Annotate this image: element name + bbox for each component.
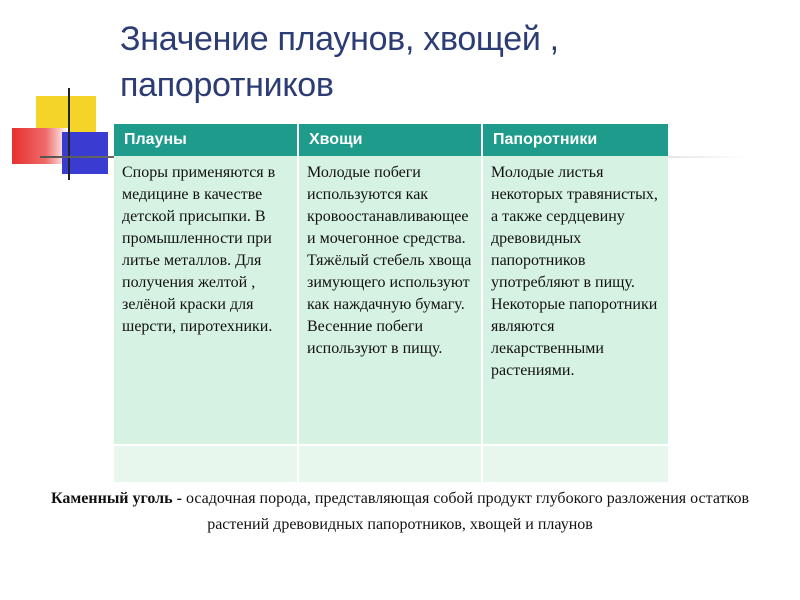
coal-term: Каменный уголь - — [50, 490, 182, 507]
table-row — [114, 156, 668, 445]
empty-cell — [298, 445, 482, 483]
header-khvoshchi: Хвощи — [298, 124, 482, 156]
table-header-row — [114, 124, 668, 156]
table-empty-row — [114, 445, 668, 483]
coal-description: осадочная порода, представляющая собой продукт глубокого разложения остатков растений древовидных папоротников, хвощей и плаунов — [181, 490, 750, 533]
slide-title — [120, 16, 760, 108]
slide-title-line-1: Значение плаунов, хвощей , — [120, 20, 559, 58]
empty-cell — [114, 445, 298, 483]
uses-table — [114, 124, 668, 484]
coal-definition — [40, 486, 760, 538]
cell-khvoshchi: Молодые побеги используются как кровоостанавливающее и мочегонное средства. Тяжёлый стебель хвоща зимующего используют как наждачную бумагу. Весенние побеги используют в пищу. — [298, 156, 482, 445]
decor-yellow-square — [36, 96, 96, 132]
header-paporotniki: Папоротники — [482, 124, 668, 156]
slide-title-line-2: папоротников — [120, 66, 334, 104]
decor-vertical-line — [68, 88, 70, 180]
decor-red-square — [12, 128, 68, 164]
header-plauny: Плауны — [114, 124, 298, 156]
cell-plauny: Споры применяются в медицине в качестве детской присыпки. В промышленности при литье металлов. Для получения желтой , зелёной краски для шерсти, пиротехники. — [114, 156, 298, 445]
cell-paporotniki: Молодые листья некоторых травянистых, а также сердцевину древовидных папоротников употребляют в пищу. Некоторые папоротники являются лекарственными растениями. — [482, 156, 668, 445]
empty-cell — [482, 445, 668, 483]
